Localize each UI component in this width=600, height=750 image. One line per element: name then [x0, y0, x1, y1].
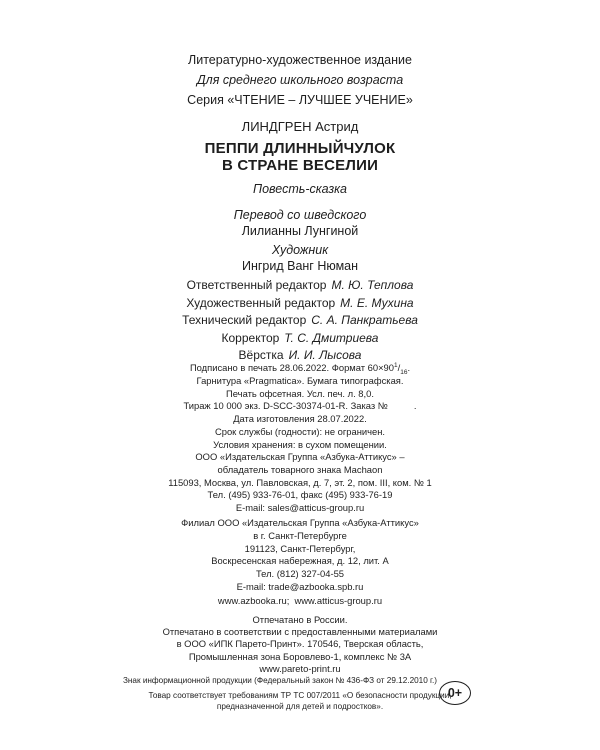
illustrator-label: Художник: [271, 243, 329, 257]
print-method: Печать офсетная. Усл. печ. л. 8,0.: [226, 387, 374, 399]
branch-address-2: Воскресенская набережная, д. 12, лит. А: [211, 555, 389, 567]
staff-role: Художественный редактор: [186, 295, 336, 310]
staff-row: [0, 295, 600, 313]
translation-block: [0, 207, 600, 239]
compliance-line-1: Товар соответствует требованиям ТР ТС 007/2011 «О безопасности продукции,: [148, 691, 452, 700]
staff-row: [0, 312, 600, 330]
genre: Повесть-сказка: [253, 182, 347, 196]
print-shelf-life: Срок службы (годности): не ограничен.: [214, 425, 386, 437]
branch-phone: Тел. (812) 327-04-55: [255, 568, 344, 580]
publisher-block: [0, 451, 600, 515]
edition-type: Литературно-художественное издание: [188, 53, 412, 67]
print-date: Дата изготовления 28.07.2022.: [233, 413, 367, 425]
staff-name: М. Е. Мухина: [340, 295, 414, 310]
branch-email: E-mail: trade@azbooka.spb.ru: [236, 580, 364, 592]
print-run: Тираж 10 000 экз. D-SCC-30374-01-R. Заказ № .: [183, 400, 417, 412]
branch-block: [0, 517, 600, 594]
age-rating-badge: 0+: [439, 681, 471, 705]
printer-address: Промышленная зона Боровлево-1, комплекс № 3А: [188, 650, 412, 662]
staff-name: М. Ю. Теплова: [331, 278, 414, 292]
translation-label: Перевод со шведского: [233, 208, 367, 222]
printer-block: [0, 614, 600, 675]
info-mark-block: [0, 675, 560, 686]
print-signed: Подписано в печать 28.06.2022. Формат $60\times 90^1/_{16}$.: [189, 361, 411, 376]
staff-role: Вёрстка: [238, 348, 284, 362]
publisher-phone: Тел. (495) 933-76-01, факс (495) 933-76-19: [207, 489, 393, 501]
branch-name: Филиал ООО «Издательская Группа «Азбука-Аттикус»: [181, 517, 419, 528]
staff-name: И. И. Лысова: [288, 348, 362, 362]
staff-row: [0, 277, 600, 295]
printer-materials: Отпечатано в соответствии с предоставленными материалами: [162, 626, 438, 638]
publisher-address: 115093, Москва, ул. Павловская, д. 7, эт. 2, пом. III, ком. № 1: [168, 476, 432, 488]
staff-row: [0, 330, 600, 348]
print-storage: Условия хранения: в сухом помещении.: [213, 438, 387, 450]
illustrator: Ингрид Ванг Нюман: [241, 259, 359, 273]
publisher-email: E-mail: sales@atticus-group.ru: [235, 502, 365, 514]
header-block: [0, 50, 600, 110]
translator: Лилианны Лунгиной: [241, 224, 359, 238]
title-line-1: ПЕППИ ДЛИННЫЙЧУЛОК: [204, 140, 396, 157]
author: ЛИНДГРЕН Астрид: [241, 119, 359, 134]
series: Серия «ЧТЕНИЕ – ЛУЧШЕЕ УЧЕНИЕ»: [187, 93, 413, 107]
compliance-block: [0, 690, 600, 712]
title-line-2: В СТРАНЕ ВЕСЕЛИИ: [221, 157, 379, 174]
staff-role: Ответственный редактор: [186, 278, 327, 292]
staff-role: Корректор: [221, 330, 280, 345]
staff-role: Технический редактор: [182, 313, 307, 327]
info-mark-text: Знак информационной продукции (Федеральный закон № 436-ФЗ от 29.12.2010 г.): [122, 676, 438, 685]
book-title: [0, 140, 600, 174]
print-info: [0, 362, 600, 452]
websites-block: [0, 595, 600, 608]
age-group: Для среднего школьного возраста: [196, 73, 404, 87]
compliance-line-2: предназначенной для детей и подростков».: [216, 702, 384, 711]
staff-list: [0, 277, 600, 365]
author-block: [0, 118, 600, 136]
illustrator-block: [0, 242, 600, 274]
print-typeface: Гарнитура «Pragmatica». Бумага типографская.: [196, 374, 404, 386]
genre-block: [0, 181, 600, 198]
printer-company: в ООО «ИПК Парето-Принт». 170546, Тверская область,: [176, 638, 424, 650]
branch-address-1: 191123, Санкт-Петербург,: [244, 542, 356, 554]
printer-website: www.pareto-print.ru: [259, 662, 341, 674]
publisher-name: ООО «Издательская Группа «Азбука-Аттикус» –: [195, 451, 405, 462]
websites: www.azbooka.ru; www.atticus-group.ru: [217, 595, 383, 606]
publisher-trademark: обладатель товарного знака Machaon: [217, 463, 383, 475]
staff-name: С. А. Панкратьева: [311, 313, 418, 327]
branch-city: в г. Санкт-Петербурге: [253, 529, 347, 541]
printer-country: Отпечатано в России.: [252, 614, 348, 625]
staff-name: Т. С. Дмитриева: [284, 330, 379, 345]
